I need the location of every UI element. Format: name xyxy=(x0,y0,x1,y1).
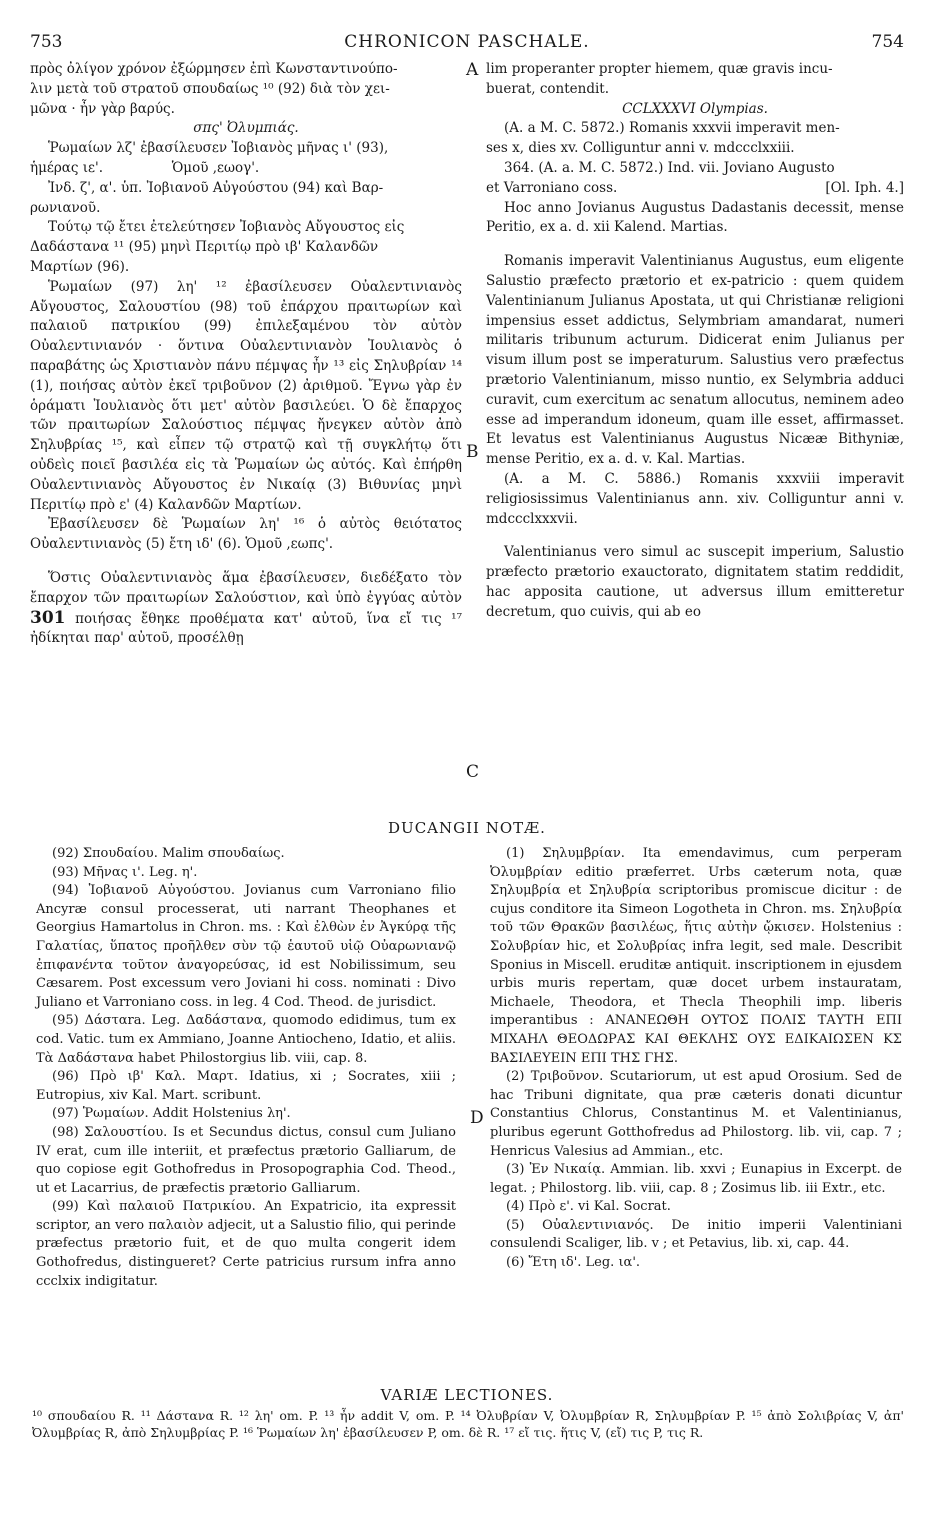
margin-letter-a: A xyxy=(466,60,479,80)
greek-line: Μαρτίων (96). xyxy=(30,258,130,275)
greek-line: ρωνιανοῦ. xyxy=(30,199,101,216)
note-entry: (92) Σπουδαίου. Malim σπουδαίως. xyxy=(52,846,285,861)
greek-text-column xyxy=(30,60,462,649)
greek-line: πρὸς ὀλίγον χρόνον ἐξώρμησεν ἐπὶ Κωνσταντινούπο- xyxy=(30,61,398,77)
greek-line: Ἰνδ. ζ', α'. ὑπ. Ἰοβιανοῦ Αὐγούστου (94) καὶ Βαρ- xyxy=(48,179,384,196)
edition-page-number: 301 xyxy=(30,607,66,628)
page-number-right: 754 xyxy=(871,32,904,52)
margin-letter-d: D xyxy=(470,1108,484,1128)
note-entry: (2) Τριβοῦνον. Scutariorum, ut est apud Orosium. Sed de hac Tribuni dignitate, qua præ cæteris donati dicuntur Constantius Chlorus, Constantinus M. et Valentinianus, pluribus egerunt Gotthofredus ad Philostorg. lib. vii, cap. 7 ; Henricus Valesius ad Ammian., etc. xyxy=(490,1069,902,1159)
greek-paragraph: Ῥωμαίων (97) λη' ¹² ἐβασίλευσεν Οὐαλεντινιανὸς Αὔγουστος, Σαλουστίου (98) τοῦ ἐπάρχου πραιτωρίων καὶ παλαιοῦ πατρικίου (99) ἐπιλεξαμένου τὸν αὐτὸν Οὐαλεντινιανόν · ὅντινα Οὐαλεντινιανὸν Ἰουλιανὸς ὁ παραβάτης ὡς Χριστιανὸν πάνυ πέμψας ἦν ¹³ εἰς Σηλυβρίαν ¹⁴ (1), ποιήσας αὐτὸν ἐκεῖ τριβοῦνον (2) ἀριθμοῦ. Ἔγνω γὰρ ἐν ὁράματι Ἰουλιανὸς ὅτι μετ' αὐτὸν βασιλεύει. Ὁ δὲ ἔπαρχος τῶν πραιτωρίων Σαλούστιος πέμψας ἤνεγκεν αὐτὸν ἀπὸ Σηλυβρίας ¹⁵, καὶ εἶπεν τῷ στρατῷ καὶ τῇ συγκλήτῳ ὅτι οὐδεὶς ποιεῖ βασιλέα εἰς τὰ Ῥωμαίων ὡς αὐτός. Καὶ ἐπήρθη Οὐαλεντινιανὸς Αὔγουστος ἐν Νικαίᾳ (3) Βιθυνίας μηνὶ Περιτίῳ πρὸ ε' (4) Καλανδῶν Μαρτίων. xyxy=(30,278,462,513)
note-entry: (4) Πρὸ ε'. vi Kal. Socrat. xyxy=(506,1199,671,1215)
greek-text: Ὅστις Οὐαλεντινιανὸς ἅμα ἐβασίλευσεν, διεδέξατο τὸν ἔπαρχον τῶν πραιτωρίων Σαλούστιον, καὶ ὑπὸ ἐγγύας αὐτὸν xyxy=(30,569,462,606)
latin-paragraph: Romanis imperavit Valentinianus Augustus, eum eligente Salustio præfecto prætorio et ex-patricio : quem quidem Valentinianum Julianus Apostata, ut qui Christianæ religioni impensius esset addictus, Selymbriam amandarat, numeri militaris tribunum acturum. Didicerat enim Julianus per visum illum post se imperaturum. Salustius vero præfectus prætorio Valentinianum, misso nuntio, ex Selymbria adduci curavit, cum exercitum ac senatum allocutus, neminem adeo esse ad imperandum idoneum, quam ille esset, affirmasset. Et levatus est Valentinianus Augustus Nicææ Bithyniæ, mense Peritio, ex a. d. v. Kal. Martias. xyxy=(486,253,904,468)
olympiad-heading-greek: σπς' Ὀλυμπιάς. xyxy=(193,120,299,137)
variant-readings-heading: VARIÆ LECTIONES. xyxy=(380,1386,554,1404)
olympiad-reference: [Ol. Iph. 4.] xyxy=(825,179,904,196)
note-entry: (99) Καὶ παλαιοῦ Πατρικίου. An Expatricio, ita expressit scriptor, an vero παλαιὸν adjecit, ut a Salustio filio, qui perinde præfectus prætorio fuit, et de quo multa congerit idem Gothofredus, distingueret? Certe patricius rursum infra anno ccclxix indigitatur. xyxy=(36,1199,456,1289)
latin-line: ses x, dies xv. Colliguntur anni v. mdccclxxiii. xyxy=(486,140,795,157)
running-title: CHRONICON PASCHALE. xyxy=(344,32,590,52)
greek-line: μῶνα · ἦν γὰρ βαρύς. xyxy=(30,100,175,117)
margin-letter-c: C xyxy=(466,762,480,782)
note-entry: (6) Ἔτη ιδ'. Leg. ια'. xyxy=(506,1255,641,1271)
notes-column-left xyxy=(36,845,456,1291)
variant-readings-text: ¹⁰ σπουδαίου R. ¹¹ Δάστανα R. ¹² λη' om. P. ¹³ ἦν addit V, om. P. ¹⁴ Ὀλυβρίαν V, Ὀλυμβρίαν R, Σηλυμβρίαν P. ¹⁵ ἀπὸ Σολιβρίας V, ἀπ' Ὀλυμβρίας R, ἀπὸ Σηλυμβρίας P. ¹⁶ Ῥωμαίων λη' ἐβασίλευσεν P, om. δὲ R. ¹⁷ εἴ τις. ἥτις V, (εἴ) τις P, τις R. xyxy=(32,1408,904,1440)
latin-line: et Varroniano coss. xyxy=(486,179,618,196)
greek-line: λιν μετὰ τοῦ στρατοῦ σπουδαίως ¹⁰ (92) διὰ τὸν χει- xyxy=(30,80,390,97)
greek-line: Δαδάστανα ¹¹ (95) μηνὶ Περιτίῳ πρὸ ιβ' Καλανδῶν xyxy=(30,239,379,256)
olympiad-heading-latin: CCLXXXVI Olympias. xyxy=(622,100,768,117)
page-number-left: 753 xyxy=(30,32,63,52)
note-entry: (3) Ἐν Νικαίᾳ. Ammian. lib. xxvi ; Eunapius in Excerpt. de legat. ; Philostorg. lib. viii, cap. 8 ; Zosimus lib. iii Extr., etc. xyxy=(490,1162,902,1196)
note-entry: (97) Ῥωμαίων. Addit Holstenius λη'. xyxy=(52,1106,291,1122)
notes-heading: DUCANGII NOTÆ. xyxy=(388,819,546,837)
note-entry: (1) Σηλυμβρίαν. Ita emendavimus, cum perperam Ὀλυμβρίαν editio præferret. Urbs cæterum nota, quæ Σηλυμβρία et Σηλυβρία scriptoribus promiscue dicitur : de cujus conditore ita Simeon Logotheta in Chron. ms. Σηλυβρία τοῦ τῶν Θρακῶν βασιλέως, ἥτις αὐτὴν ᾤκισεν. Holstenius : Σολυβρίαν hic, et Σολυβρίας infra legit, sed male. Describit Sponius in Miscell. eruditæ antiquit. inscriptionem in ejusdem urbis muris repertam, quæ docet urbem instauratam, Michaele, Theodora, et Thecla Theophili imp. liberis imperantibus : ΑΝΑΝΕΩΘΗ ΟΥΤΟΣ ΠΟΛΙΣ ΤΑΥΤΗ ΕΠΙ ΜΙΧΑΗΛ ΘΕΟΔΩΡΑΣ ΚΑΙ ΘΕΚΛΗΣ ΟΥΣ ΕΔΙΚΑΙΩΣΕΝ ΚΣ ΒΑΣΙΛΕΥΕΙΝ ΕΠΙ ΤΗΣ ΓΗΣ. xyxy=(490,846,902,1066)
latin-line: 364. (A. a. M. C. 5872.) Ind. vii. Joviano Augusto xyxy=(504,159,835,176)
latin-text-column xyxy=(486,60,904,623)
latin-paragraph: Valentinianus vero simul ac suscepit imperium, Salustio præfecto prætorio exauctorato, dignitatem statim reddidit, hac apposita cautione, ut adversus illum emitteretur decretum, quo cuivis, qui ab eo xyxy=(486,544,904,620)
latin-line: lim properanter propter hiemem, quæ gravis incu- xyxy=(486,61,833,77)
notes-column-right xyxy=(490,845,902,1273)
note-entry: (98) Σαλουστίου. Is et Secundus dictus, consul cum Juliano IV erat, cum ille interiit, et præfectus prætorio Galliarum, de quo copiose egit Gothofredus in Prosopographia Cod. Theod., ut et Lacarrius, de præfectis prætorio Galliarum. xyxy=(36,1124,456,1196)
note-entry: (93) Μῆνας ι'. Leg. η'. xyxy=(52,864,198,880)
greek-paragraph xyxy=(30,569,462,649)
margin-letter-b: B xyxy=(466,442,479,462)
greek-line: ἡμέρας ιε'. Ὁμοῦ ,εωογ'. xyxy=(30,159,260,176)
variant-readings xyxy=(32,1407,904,1441)
greek-line: Ῥωμαίων λζ' ἐβασίλευσεν Ἰοβιανὸς μῆνας ι' (93), xyxy=(48,140,389,157)
greek-line: Τούτῳ τῷ ἔτει ἐτελεύτησεν Ἰοβιανὸς Αὔγουστος εἰς xyxy=(48,219,405,236)
note-entry: (94) Ἰοβιανοῦ Αὐγούστου. Jovianus cum Varroniano filio Ancyræ consul processerat, uti narrant Theophanes et Georgius Hamartolus in Chron. ms. : Καὶ ἐλθὼν ἐν Ἀγκύρᾳ τῆς Γαλατίας, ὕπατος προῆλθεν σὺν τῷ ἑαυτοῦ υἱῷ Οὐαρωνιανῷ ἐπιφανέντα τοῦτον ἀναγορεύσας, id est Nobilissimum, seu Cæsarem. Post excessum vero Joviani hi coss. nominati : Divo Juliano et Varroniano coss. in leg. 4 Cod. Theod. de jurisdict. xyxy=(36,883,456,1010)
latin-paragraph: Hoc anno Jovianus Augustus Dadastanis decessit, mense Peritio, ex a. d. xii Kalend. Martias. xyxy=(486,199,904,236)
latin-line: buerat, contendit. xyxy=(486,80,610,97)
note-entry: (5) Οὐαλεντινιανός. De initio imperii Valentiniani consulendi Scaliger, lib. v ; et Petavius, lib. xi, cap. 44. xyxy=(490,1217,902,1252)
greek-paragraph: Ἐβασίλευσεν δὲ Ῥωμαίων λη' ¹⁶ ὁ αὐτὸς θειότατος Οὐαλεντινιανὸς (5) ἔτη ιδ' (6). Ὁμοῦ ,εωπς'. xyxy=(30,516,462,553)
note-entry: (95) Δάσταra. Leg. Δαδάστανα, quomodo edidimus, tum ex cod. Vatic. tum ex Ammiano, Joanne Antiocheno, Idatio, et aliis. Τὰ Δαδάστανα habet Philostorgius lib. viii, cap. 8. xyxy=(36,1013,456,1066)
greek-text: ποιήσας ἔθηκε προθέματα κατ' αὐτοῦ, ἵνα εἴ τις ¹⁷ ἠδίκηται παρ' αὐτοῦ, προσέλθῃ xyxy=(30,610,462,647)
running-header xyxy=(30,32,904,56)
latin-paragraph: (A. a M. C. 5886.) Romanis xxxviii imperavit religiosissimus Valentinianus ann. xiv. Colliguntur anni v. mdccclxxxvii. xyxy=(486,470,904,527)
latin-line: (A. a M. C. 5872.) Romanis xxxvii imperavit men- xyxy=(504,120,840,137)
note-entry: (96) Πρὸ ιβ' Καλ. Μαρτ. Idatius, xi ; Socrates, xiii ; Eutropius, xiv Kal. Mart. scribunt. xyxy=(36,1069,456,1103)
